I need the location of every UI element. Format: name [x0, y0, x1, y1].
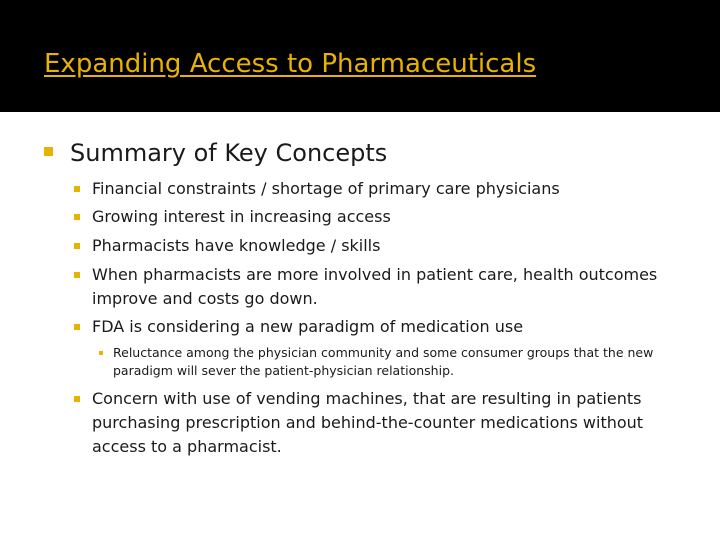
bullet-point: Financial constraints / shortage of primary care physicians	[92, 179, 560, 198]
bullet-point: FDA is considering a new paradigm of medication use	[92, 317, 524, 336]
square-bullet-icon	[74, 214, 80, 220]
square-bullet-icon	[74, 396, 80, 402]
heading: Summary of Key Concepts	[70, 139, 388, 167]
square-bullet-icon	[74, 272, 80, 278]
bullet-point: Concern with use of vending machines, that are resulting in patients purchasing prescription and behind-the-counter medications without access to a pharmacist.	[92, 389, 644, 456]
square-bullet-icon	[74, 243, 80, 249]
square-bullet-icon	[44, 147, 53, 156]
bullet-point: Growing interest in increasing access	[92, 207, 391, 226]
square-bullet-icon	[99, 351, 103, 355]
square-bullet-icon	[74, 324, 80, 330]
bullet-point: Pharmacists have knowledge / skills	[92, 236, 381, 255]
square-bullet-icon	[74, 186, 80, 192]
bullet-point: When pharmacists are more involved in patient care, health outcomes improve and costs go down.	[92, 265, 658, 308]
slide-title: Expanding Access to Pharmaceuticals	[44, 49, 537, 79]
sub-bullet-point: Reluctance among the physician community and some consumer groups that the new paradigm will sever the patient-physician relationship.	[113, 345, 654, 378]
